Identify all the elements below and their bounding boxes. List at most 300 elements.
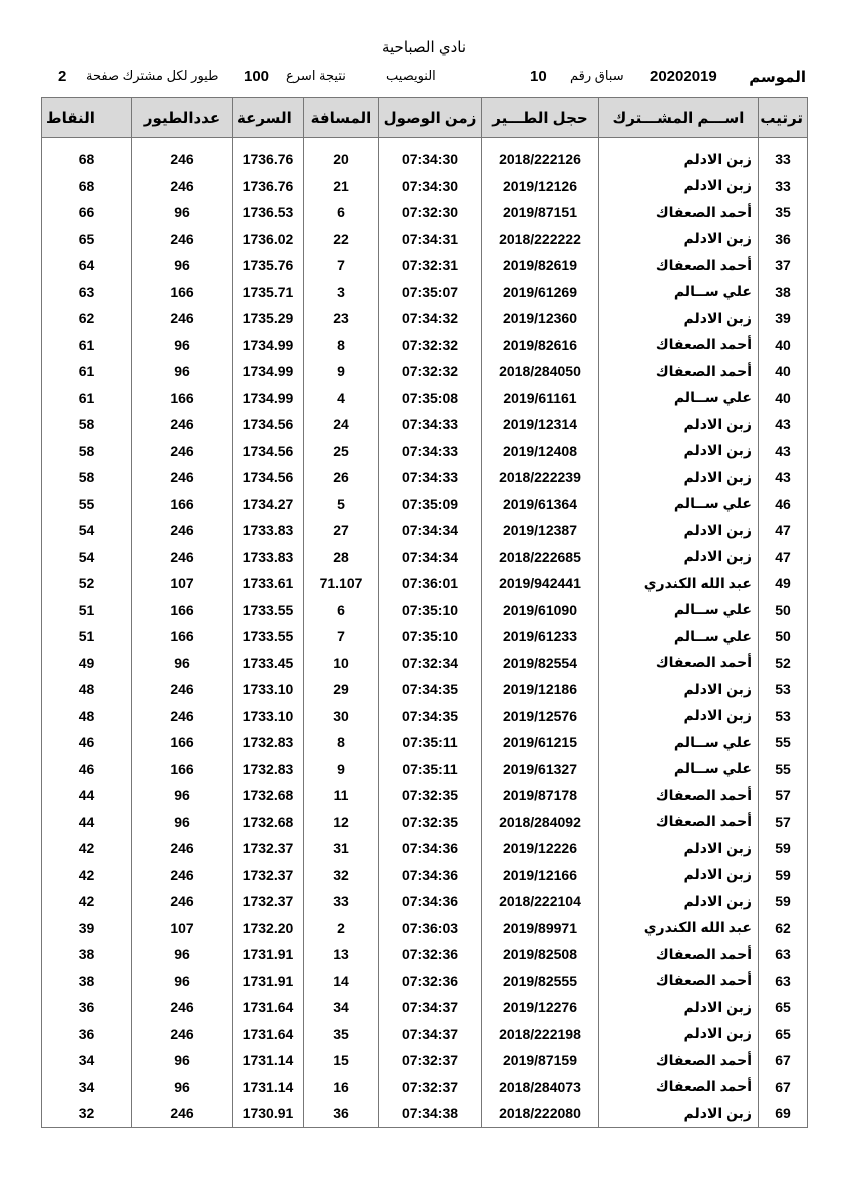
arrival-cell: 07:34:37 — [379, 994, 482, 1021]
ring-cell: 2018/284050 — [482, 358, 599, 385]
ring-cell: 2018/222239 — [482, 464, 599, 491]
rank-cell: 57 — [759, 782, 808, 809]
points-cell: 48 — [42, 703, 132, 730]
table-row — [42, 862, 808, 889]
birds-cell: 166 — [132, 597, 233, 624]
participant-cell: علي ســالم — [599, 623, 759, 650]
arrival-cell: 07:32:35 — [379, 782, 482, 809]
col-points: النقاط — [42, 98, 132, 138]
arrival-cell: 07:35:10 — [379, 597, 482, 624]
speed-cell: 1735.76 — [233, 252, 304, 279]
ring-cell: 2019/12576 — [482, 703, 599, 730]
participant-cell: أحمد الصعفاك — [599, 332, 759, 359]
speed-cell: 1733.45 — [233, 650, 304, 677]
points-cell: 51 — [42, 597, 132, 624]
club-name: نادي الصباحية — [381, 39, 467, 56]
ring-cell: 2019/87178 — [482, 782, 599, 809]
points-cell: 64 — [42, 252, 132, 279]
participant-cell: زبن الادلم — [599, 305, 759, 332]
birds-cell: 96 — [132, 332, 233, 359]
rank-cell: 43 — [759, 464, 808, 491]
rank-cell: 67 — [759, 1074, 808, 1101]
ring-cell: 2019/12276 — [482, 994, 599, 1021]
arrival-cell: 07:34:33 — [379, 411, 482, 438]
rank-cell: 40 — [759, 332, 808, 359]
distance-cell: 20 — [304, 146, 379, 173]
points-cell: 54 — [42, 517, 132, 544]
ring-cell: 2018/222685 — [482, 544, 599, 571]
ring-cell: 2019/87151 — [482, 199, 599, 226]
participant-cell: أحمد الصعفاك — [599, 941, 759, 968]
table-row — [42, 676, 808, 703]
speed-cell: 1732.68 — [233, 782, 304, 809]
speed-cell: 1733.55 — [233, 623, 304, 650]
birds-cell: 246 — [132, 835, 233, 862]
arrival-cell: 07:34:35 — [379, 676, 482, 703]
distance-cell: 27 — [304, 517, 379, 544]
distance-cell: 3 — [304, 279, 379, 306]
result-count: 100 — [244, 68, 270, 85]
speed-cell: 1734.99 — [233, 358, 304, 385]
ring-cell: 2018/284073 — [482, 1074, 599, 1101]
participant-cell: زبن الادلم — [599, 411, 759, 438]
points-cell: 58 — [42, 438, 132, 465]
birds-cell: 246 — [132, 173, 233, 200]
speed-cell: 1731.14 — [233, 1047, 304, 1074]
arrival-cell: 07:34:36 — [379, 888, 482, 915]
arrival-cell: 07:34:36 — [379, 862, 482, 889]
points-cell: 52 — [42, 570, 132, 597]
rank-cell: 36 — [759, 226, 808, 253]
birds-cell: 246 — [132, 1100, 233, 1127]
points-cell: 54 — [42, 544, 132, 571]
distance-cell: 10 — [304, 650, 379, 677]
participant-cell: زبن الادلم — [599, 835, 759, 862]
ring-cell: 2018/284092 — [482, 809, 599, 836]
speed-cell: 1733.55 — [233, 597, 304, 624]
birds-cell: 107 — [132, 570, 233, 597]
birds-cell: 246 — [132, 411, 233, 438]
table-row — [42, 915, 808, 942]
ring-cell: 2019/12408 — [482, 438, 599, 465]
points-cell: 42 — [42, 888, 132, 915]
speed-cell: 1733.61 — [233, 570, 304, 597]
table-row — [42, 385, 808, 412]
ring-cell: 2018/222080 — [482, 1100, 599, 1127]
distance-cell: 9 — [304, 756, 379, 783]
speed-cell: 1734.99 — [233, 385, 304, 412]
speed-cell: 1735.71 — [233, 279, 304, 306]
table-row — [42, 544, 808, 571]
distance-cell: 14 — [304, 968, 379, 995]
participant-cell: أحمد الصعفاك — [599, 199, 759, 226]
arrival-cell: 07:34:36 — [379, 835, 482, 862]
distance-cell: 28 — [304, 544, 379, 571]
speed-cell: 1736.76 — [233, 146, 304, 173]
ring-cell: 2019/12226 — [482, 835, 599, 862]
participant-cell: زبن الادلم — [599, 438, 759, 465]
col-participant: اســـم المشـــترك — [599, 98, 759, 138]
points-cell: 55 — [42, 491, 132, 518]
distance-cell: 8 — [304, 332, 379, 359]
birds-cell: 96 — [132, 968, 233, 995]
points-cell: 39 — [42, 915, 132, 942]
birds-cell: 96 — [132, 650, 233, 677]
birds-cell: 96 — [132, 809, 233, 836]
table-row — [42, 782, 808, 809]
distance-cell: 6 — [304, 199, 379, 226]
table-row — [42, 703, 808, 730]
table-row — [42, 1100, 808, 1127]
arrival-cell: 07:34:31 — [379, 226, 482, 253]
table-row — [42, 597, 808, 624]
ring-cell: 2019/61090 — [482, 597, 599, 624]
col-ring: حجل الطـــير — [482, 98, 599, 138]
rank-cell: 55 — [759, 756, 808, 783]
speed-cell: 1731.14 — [233, 1074, 304, 1101]
rank-cell: 50 — [759, 623, 808, 650]
rank-cell: 59 — [759, 835, 808, 862]
rank-cell: 38 — [759, 279, 808, 306]
arrival-cell: 07:32:36 — [379, 968, 482, 995]
participant-cell: أحمد الصعفاك — [599, 1074, 759, 1101]
table-row — [42, 729, 808, 756]
arrival-cell: 07:32:31 — [379, 252, 482, 279]
birds-cell: 246 — [132, 676, 233, 703]
ring-cell: 2019/12126 — [482, 173, 599, 200]
birds-cell: 246 — [132, 146, 233, 173]
birds-cell: 96 — [132, 1074, 233, 1101]
birds-cell: 166 — [132, 756, 233, 783]
birds-cell: 246 — [132, 464, 233, 491]
birds-cell: 246 — [132, 438, 233, 465]
rank-cell: 62 — [759, 915, 808, 942]
participant-cell: زبن الادلم — [599, 517, 759, 544]
speed-cell: 1733.10 — [233, 676, 304, 703]
header-row — [42, 98, 808, 138]
points-cell: 34 — [42, 1047, 132, 1074]
rank-cell: 57 — [759, 809, 808, 836]
speed-cell: 1736.53 — [233, 199, 304, 226]
table-row — [42, 941, 808, 968]
arrival-cell: 07:34:34 — [379, 517, 482, 544]
participant-cell: زبن الادلم — [599, 888, 759, 915]
distance-cell: 32 — [304, 862, 379, 889]
table-row — [42, 994, 808, 1021]
ring-cell: 2018/222126 — [482, 146, 599, 173]
rank-cell: 33 — [759, 146, 808, 173]
participant-cell: زبن الادلم — [599, 1100, 759, 1127]
points-cell: 61 — [42, 385, 132, 412]
speed-cell: 1731.64 — [233, 994, 304, 1021]
table-row — [42, 226, 808, 253]
participant-cell: أحمد الصعفاك — [599, 968, 759, 995]
table-row — [42, 491, 808, 518]
table-row — [42, 438, 808, 465]
table-row — [42, 173, 808, 200]
arrival-cell: 07:32:32 — [379, 358, 482, 385]
birds-cell: 166 — [132, 491, 233, 518]
participant-cell: زبن الادلم — [599, 862, 759, 889]
per-page-label: طيور لكل مشترك صفحة — [86, 68, 219, 83]
season-label: الموسم — [749, 69, 806, 86]
birds-cell: 96 — [132, 941, 233, 968]
arrival-cell: 07:32:32 — [379, 332, 482, 359]
participant-cell: علي ســالم — [599, 597, 759, 624]
table-row — [42, 623, 808, 650]
rank-cell: 65 — [759, 994, 808, 1021]
table-row — [42, 332, 808, 359]
col-distance: المسافة — [304, 98, 379, 138]
distance-cell: 71.107 — [304, 570, 379, 597]
speed-cell: 1734.56 — [233, 438, 304, 465]
table-row — [42, 835, 808, 862]
points-cell: 66 — [42, 199, 132, 226]
ring-cell: 2019/12186 — [482, 676, 599, 703]
location: النويصيب — [386, 68, 436, 83]
speed-cell: 1732.83 — [233, 756, 304, 783]
rank-cell: 33 — [759, 173, 808, 200]
ring-cell: 2019/12166 — [482, 862, 599, 889]
participant-cell: زبن الادلم — [599, 544, 759, 571]
birds-cell: 246 — [132, 994, 233, 1021]
rank-cell: 47 — [759, 544, 808, 571]
distance-cell: 11 — [304, 782, 379, 809]
distance-cell: 9 — [304, 358, 379, 385]
rank-cell: 53 — [759, 676, 808, 703]
points-cell: 44 — [42, 782, 132, 809]
speed-cell: 1732.20 — [233, 915, 304, 942]
arrival-cell: 07:35:11 — [379, 756, 482, 783]
col-speed: السرعة — [233, 98, 304, 138]
table-row — [42, 305, 808, 332]
participant-cell: علي ســالم — [599, 756, 759, 783]
arrival-cell: 07:32:37 — [379, 1047, 482, 1074]
rank-cell: 47 — [759, 517, 808, 544]
rank-cell: 55 — [759, 729, 808, 756]
participant-cell: علي ســالم — [599, 729, 759, 756]
participant-cell: زبن الادلم — [599, 703, 759, 730]
distance-cell: 6 — [304, 597, 379, 624]
birds-cell: 246 — [132, 1021, 233, 1048]
speed-cell: 1731.91 — [233, 941, 304, 968]
arrival-cell: 07:32:34 — [379, 650, 482, 677]
participant-cell: عبد الله الكندري — [599, 915, 759, 942]
arrival-cell: 07:34:34 — [379, 544, 482, 571]
speed-cell: 1731.64 — [233, 1021, 304, 1048]
rank-cell: 59 — [759, 862, 808, 889]
speed-cell: 1733.83 — [233, 544, 304, 571]
speed-cell: 1732.37 — [233, 835, 304, 862]
points-cell: 34 — [42, 1074, 132, 1101]
points-cell: 68 — [42, 146, 132, 173]
race-number: 10 — [530, 68, 547, 85]
points-cell: 51 — [42, 623, 132, 650]
table-row — [42, 252, 808, 279]
birds-cell: 96 — [132, 358, 233, 385]
table-row — [42, 411, 808, 438]
participant-cell: زبن الادلم — [599, 676, 759, 703]
page-number: 2 — [58, 68, 67, 85]
participant-cell: زبن الادلم — [599, 994, 759, 1021]
points-cell: 49 — [42, 650, 132, 677]
points-cell: 46 — [42, 729, 132, 756]
distance-cell: 36 — [304, 1100, 379, 1127]
distance-cell: 34 — [304, 994, 379, 1021]
participant-cell: زبن الادلم — [599, 146, 759, 173]
table-row — [42, 570, 808, 597]
participant-cell: أحمد الصعفاك — [599, 650, 759, 677]
rank-cell: 49 — [759, 570, 808, 597]
speed-cell: 1732.83 — [233, 729, 304, 756]
speed-cell: 1736.76 — [233, 173, 304, 200]
birds-cell: 246 — [132, 544, 233, 571]
table-row — [42, 888, 808, 915]
distance-cell: 12 — [304, 809, 379, 836]
participant-cell: زبن الادلم — [599, 1021, 759, 1048]
points-cell: 44 — [42, 809, 132, 836]
speed-cell: 1731.91 — [233, 968, 304, 995]
birds-cell: 246 — [132, 517, 233, 544]
speed-cell: 1732.37 — [233, 888, 304, 915]
arrival-cell: 07:34:37 — [379, 1021, 482, 1048]
ring-cell: 2019/82555 — [482, 968, 599, 995]
birds-cell: 166 — [132, 623, 233, 650]
ring-cell: 2019/89971 — [482, 915, 599, 942]
participant-cell: أحمد الصعفاك — [599, 809, 759, 836]
rank-cell: 63 — [759, 968, 808, 995]
arrival-cell: 07:32:36 — [379, 941, 482, 968]
rank-cell: 69 — [759, 1100, 808, 1127]
ring-cell: 2019/61161 — [482, 385, 599, 412]
rank-cell: 65 — [759, 1021, 808, 1048]
table-row — [42, 650, 808, 677]
ring-cell: 2019/87159 — [482, 1047, 599, 1074]
arrival-cell: 07:34:33 — [379, 464, 482, 491]
table-row — [42, 199, 808, 226]
arrival-cell: 07:34:30 — [379, 146, 482, 173]
rank-cell: 67 — [759, 1047, 808, 1074]
ring-cell: 2019/82616 — [482, 332, 599, 359]
speed-cell: 1734.56 — [233, 411, 304, 438]
distance-cell: 25 — [304, 438, 379, 465]
season-value: 20202019 — [650, 68, 717, 85]
points-cell: 46 — [42, 756, 132, 783]
rank-cell: 39 — [759, 305, 808, 332]
distance-cell: 8 — [304, 729, 379, 756]
distance-cell: 16 — [304, 1074, 379, 1101]
participant-cell: أحمد الصعفاك — [599, 782, 759, 809]
points-cell: 58 — [42, 411, 132, 438]
birds-cell: 166 — [132, 385, 233, 412]
birds-cell: 246 — [132, 862, 233, 889]
distance-cell: 29 — [304, 676, 379, 703]
ring-cell: 2019/61269 — [482, 279, 599, 306]
rank-cell: 46 — [759, 491, 808, 518]
distance-cell: 2 — [304, 915, 379, 942]
rank-cell: 53 — [759, 703, 808, 730]
points-cell: 32 — [42, 1100, 132, 1127]
birds-cell: 166 — [132, 279, 233, 306]
distance-cell: 35 — [304, 1021, 379, 1048]
table-row — [42, 1074, 808, 1101]
ring-cell: 2019/61364 — [482, 491, 599, 518]
arrival-cell: 07:34:32 — [379, 305, 482, 332]
points-cell: 38 — [42, 941, 132, 968]
distance-cell: 13 — [304, 941, 379, 968]
ring-cell: 2019/82619 — [482, 252, 599, 279]
points-cell: 63 — [42, 279, 132, 306]
points-cell: 36 — [42, 994, 132, 1021]
participant-cell: علي ســالم — [599, 491, 759, 518]
col-arrival: زمن الوصول — [379, 98, 482, 138]
points-cell: 68 — [42, 173, 132, 200]
participant-cell: زبن الادلم — [599, 173, 759, 200]
arrival-cell: 07:36:03 — [379, 915, 482, 942]
participant-cell: زبن الادلم — [599, 226, 759, 253]
distance-cell: 22 — [304, 226, 379, 253]
birds-cell: 96 — [132, 782, 233, 809]
arrival-cell: 07:35:08 — [379, 385, 482, 412]
participant-cell: زبن الادلم — [599, 464, 759, 491]
ring-cell: 2019/12314 — [482, 411, 599, 438]
ring-cell: 2019/942441 — [482, 570, 599, 597]
distance-cell: 15 — [304, 1047, 379, 1074]
arrival-cell: 07:36:01 — [379, 570, 482, 597]
distance-cell: 26 — [304, 464, 379, 491]
birds-cell: 96 — [132, 252, 233, 279]
distance-cell: 30 — [304, 703, 379, 730]
arrival-cell: 07:32:30 — [379, 199, 482, 226]
distance-cell: 5 — [304, 491, 379, 518]
rank-cell: 52 — [759, 650, 808, 677]
points-cell: 48 — [42, 676, 132, 703]
speed-cell: 1730.91 — [233, 1100, 304, 1127]
table-row — [42, 1021, 808, 1048]
table-row — [42, 517, 808, 544]
ring-cell: 2019/61233 — [482, 623, 599, 650]
ring-cell: 2018/222222 — [482, 226, 599, 253]
distance-cell: 4 — [304, 385, 379, 412]
ring-cell: 2019/82554 — [482, 650, 599, 677]
ring-cell: 2019/82508 — [482, 941, 599, 968]
participant-cell: أحمد الصعفاك — [599, 358, 759, 385]
points-cell: 42 — [42, 835, 132, 862]
ring-cell: 2018/222198 — [482, 1021, 599, 1048]
ring-cell: 2019/12360 — [482, 305, 599, 332]
rank-cell: 43 — [759, 411, 808, 438]
points-cell: 58 — [42, 464, 132, 491]
arrival-cell: 07:35:09 — [379, 491, 482, 518]
arrival-cell: 07:34:30 — [379, 173, 482, 200]
result-label: نتيجة اسرع — [286, 68, 346, 83]
table-row — [42, 756, 808, 783]
participant-cell: عبد الله الكندري — [599, 570, 759, 597]
speed-cell: 1732.68 — [233, 809, 304, 836]
participant-cell: أحمد الصعفاك — [599, 1047, 759, 1074]
ring-cell: 2019/61215 — [482, 729, 599, 756]
speed-cell: 1734.27 — [233, 491, 304, 518]
arrival-cell: 07:32:37 — [379, 1074, 482, 1101]
arrival-cell: 07:34:35 — [379, 703, 482, 730]
birds-cell: 107 — [132, 915, 233, 942]
birds-cell: 246 — [132, 703, 233, 730]
race-label: سباق رقم — [570, 68, 624, 83]
speed-cell: 1733.10 — [233, 703, 304, 730]
points-cell: 38 — [42, 968, 132, 995]
table-row — [42, 358, 808, 385]
rank-cell: 40 — [759, 385, 808, 412]
